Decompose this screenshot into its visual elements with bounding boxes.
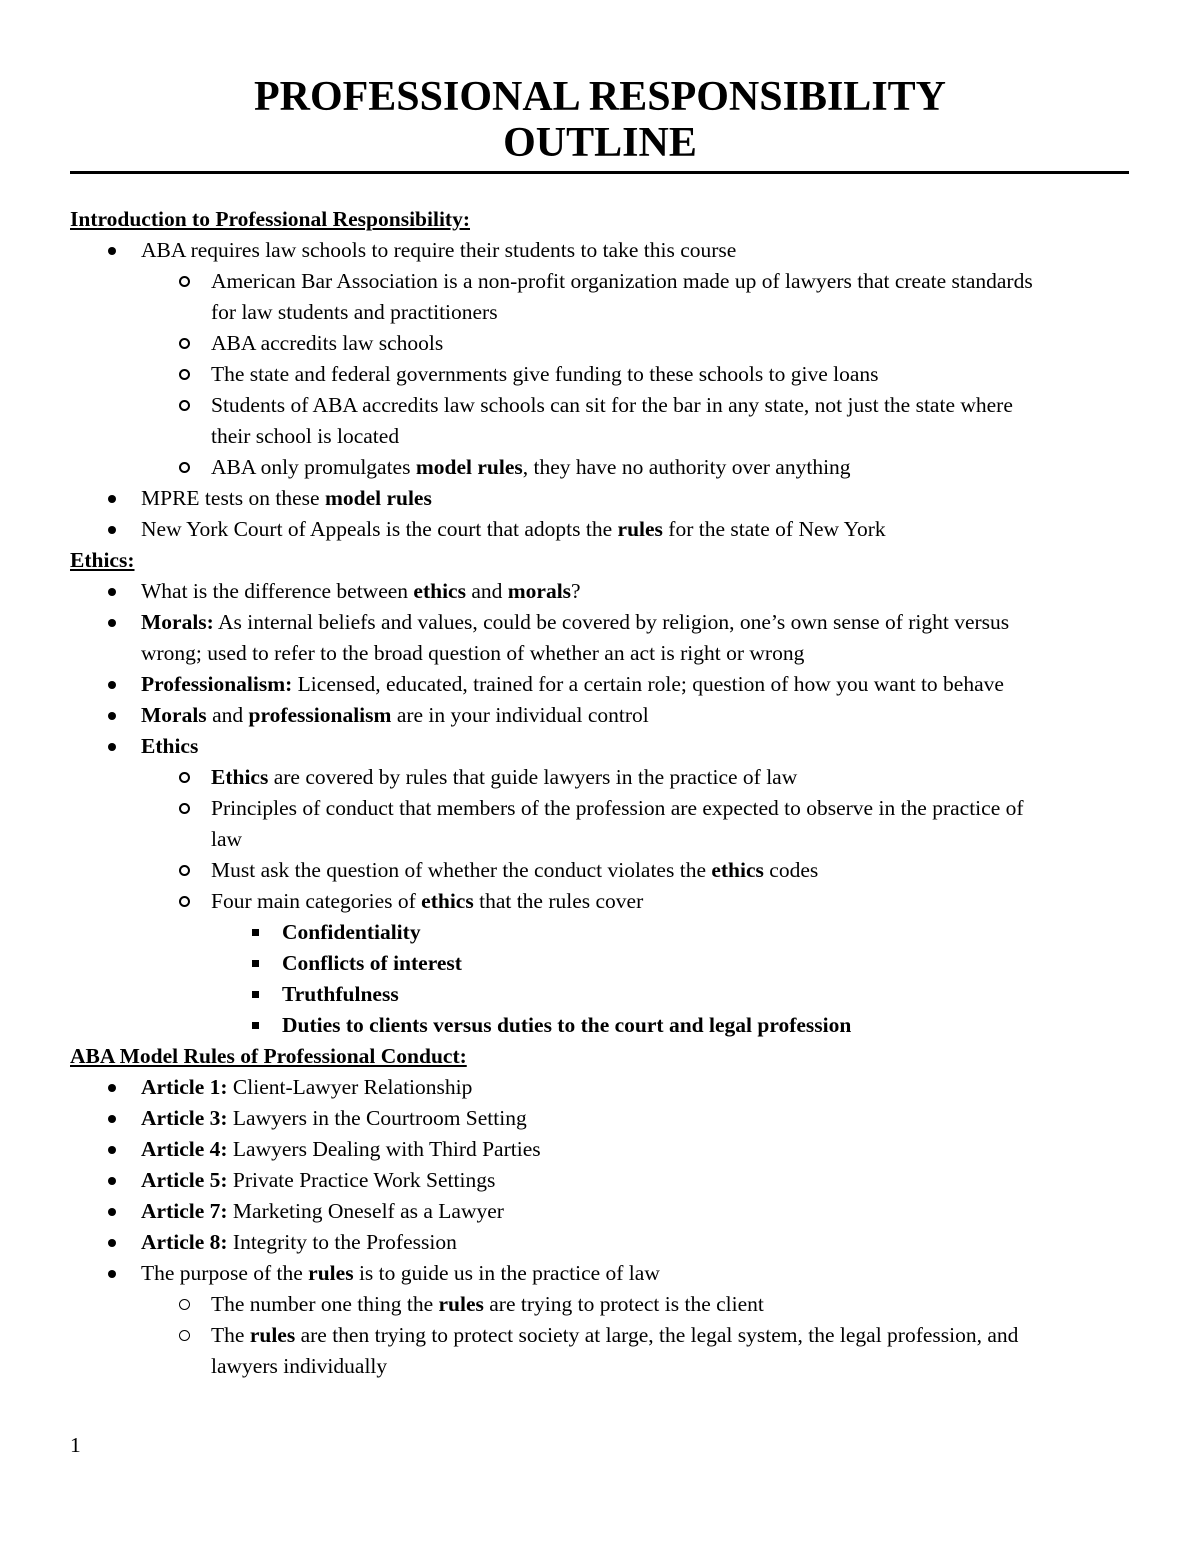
bullet-ring-icon <box>174 762 194 793</box>
list-item: MPRE tests on these model rules <box>70 483 1130 514</box>
list-item: Ethics are covered by rules that guide lawyers in the practice of law <box>70 762 1130 793</box>
list-item: Ethics <box>70 731 1130 762</box>
list-item: American Bar Association is a non-profit organization made up of lawyers that create standards <box>70 266 1130 297</box>
bullet-ring-icon <box>174 359 194 390</box>
list-item: New York Court of Appeals is the court that adopts the rules for the state of New York <box>70 514 1130 545</box>
bullet-ring-icon <box>174 328 194 359</box>
list-item: Must ask the question of whether the conduct violates the ethics codes <box>70 855 1130 886</box>
list-item: Morals: As internal beliefs and values, could be covered by religion, one’s own sense of right versus <box>70 607 1130 638</box>
bullet-dot-icon <box>102 731 122 762</box>
bullet-square-icon <box>245 948 265 979</box>
list-item: The rules are then trying to protect society at large, the legal system, the legal profession, and <box>70 1320 1130 1351</box>
list-item-continuation: their school is located <box>211 424 400 448</box>
list-item: Article 5: Private Practice Work Settings <box>70 1165 1130 1196</box>
list-item: Article 7: Marketing Oneself as a Lawyer <box>70 1196 1130 1227</box>
title-line-1: PROFESSIONAL RESPONSIBILITY <box>253 74 947 120</box>
section-heading-intro: Introduction to Professional Responsibility: <box>70 207 470 231</box>
list-item-continuation: lawyers individually <box>211 1354 388 1378</box>
bullet-dot-icon <box>102 235 122 266</box>
bullet-ring-icon <box>174 1289 194 1320</box>
bullet-ring-icon <box>174 452 194 483</box>
page-number: 1 <box>70 1433 81 1457</box>
bullet-dot-icon <box>102 607 122 638</box>
list-item: The purpose of the rules is to guide us in the practice of law <box>70 1258 1130 1289</box>
bullet-ring-icon <box>174 1320 194 1351</box>
section-heading-ethics: Ethics: <box>70 548 135 572</box>
bullet-dot-icon <box>102 1134 122 1165</box>
title-line-2: OUTLINE <box>503 120 697 166</box>
list-item: Morals and professionalism are in your individual control <box>70 700 1130 731</box>
section-heading-model-rules: ABA Model Rules of Professional Conduct: <box>70 1044 467 1068</box>
bullet-dot-icon <box>102 1258 122 1289</box>
bullet-dot-icon <box>102 669 122 700</box>
list-item: Truthfulness <box>70 979 1130 1010</box>
bullet-dot-icon <box>102 700 122 731</box>
bullet-ring-icon <box>174 886 194 917</box>
bullet-dot-icon <box>102 576 122 607</box>
bullet-ring-icon <box>174 793 194 824</box>
bullet-dot-icon <box>102 514 122 545</box>
bullet-dot-icon <box>102 1227 122 1258</box>
list-item: Article 8: Integrity to the Profession <box>70 1227 1130 1258</box>
document-body <box>70 204 1130 1382</box>
list-item: The state and federal governments give funding to these schools to give loans <box>70 359 1130 390</box>
list-item: Professionalism: Licensed, educated, trained for a certain role; question of how you want to behave <box>70 669 1130 700</box>
list-item: Four main categories of ethics that the rules cover <box>70 886 1130 917</box>
bullet-dot-icon <box>102 1103 122 1134</box>
document-title <box>0 74 1200 166</box>
list-item-continuation: law <box>211 827 243 851</box>
list-item: Article 4: Lawyers Dealing with Third Parties <box>70 1134 1130 1165</box>
list-item: Students of ABA accredits law schools can sit for the bar in any state, not just the state where <box>70 390 1130 421</box>
bullet-square-icon <box>245 917 265 948</box>
list-item: Article 1: Client-Lawyer Relationship <box>70 1072 1130 1103</box>
list-item-continuation: for law students and practitioners <box>211 300 498 324</box>
list-item-continuation: wrong; used to refer to the broad question of whether an act is right or wrong <box>141 641 805 665</box>
list-item: Article 3: Lawyers in the Courtroom Setting <box>70 1103 1130 1134</box>
list-item: ABA requires law schools to require their students to take this course <box>70 235 1130 266</box>
list-item: ABA accredits law schools <box>70 328 1130 359</box>
bullet-dot-icon <box>102 1072 122 1103</box>
list-item: Confidentiality <box>70 917 1130 948</box>
bullet-square-icon <box>245 979 265 1010</box>
bullet-dot-icon <box>102 1196 122 1227</box>
bullet-dot-icon <box>102 1165 122 1196</box>
list-item: What is the difference between ethics and morals? <box>70 576 1130 607</box>
bullet-dot-icon <box>102 483 122 514</box>
title-rule <box>70 171 1129 174</box>
list-item: ABA only promulgates model rules, they have no authority over anything <box>70 452 1130 483</box>
list-item: Duties to clients versus duties to the court and legal profession <box>70 1010 1130 1041</box>
bullet-ring-icon <box>174 855 194 886</box>
list-item: The number one thing the rules are trying to protect is the client <box>70 1289 1130 1320</box>
bullet-ring-icon <box>174 390 194 421</box>
list-item: Conflicts of interest <box>70 948 1130 979</box>
list-item: Principles of conduct that members of the profession are expected to observe in the practice of <box>70 793 1130 824</box>
bullet-ring-icon <box>174 266 194 297</box>
bullet-square-icon <box>245 1010 265 1041</box>
